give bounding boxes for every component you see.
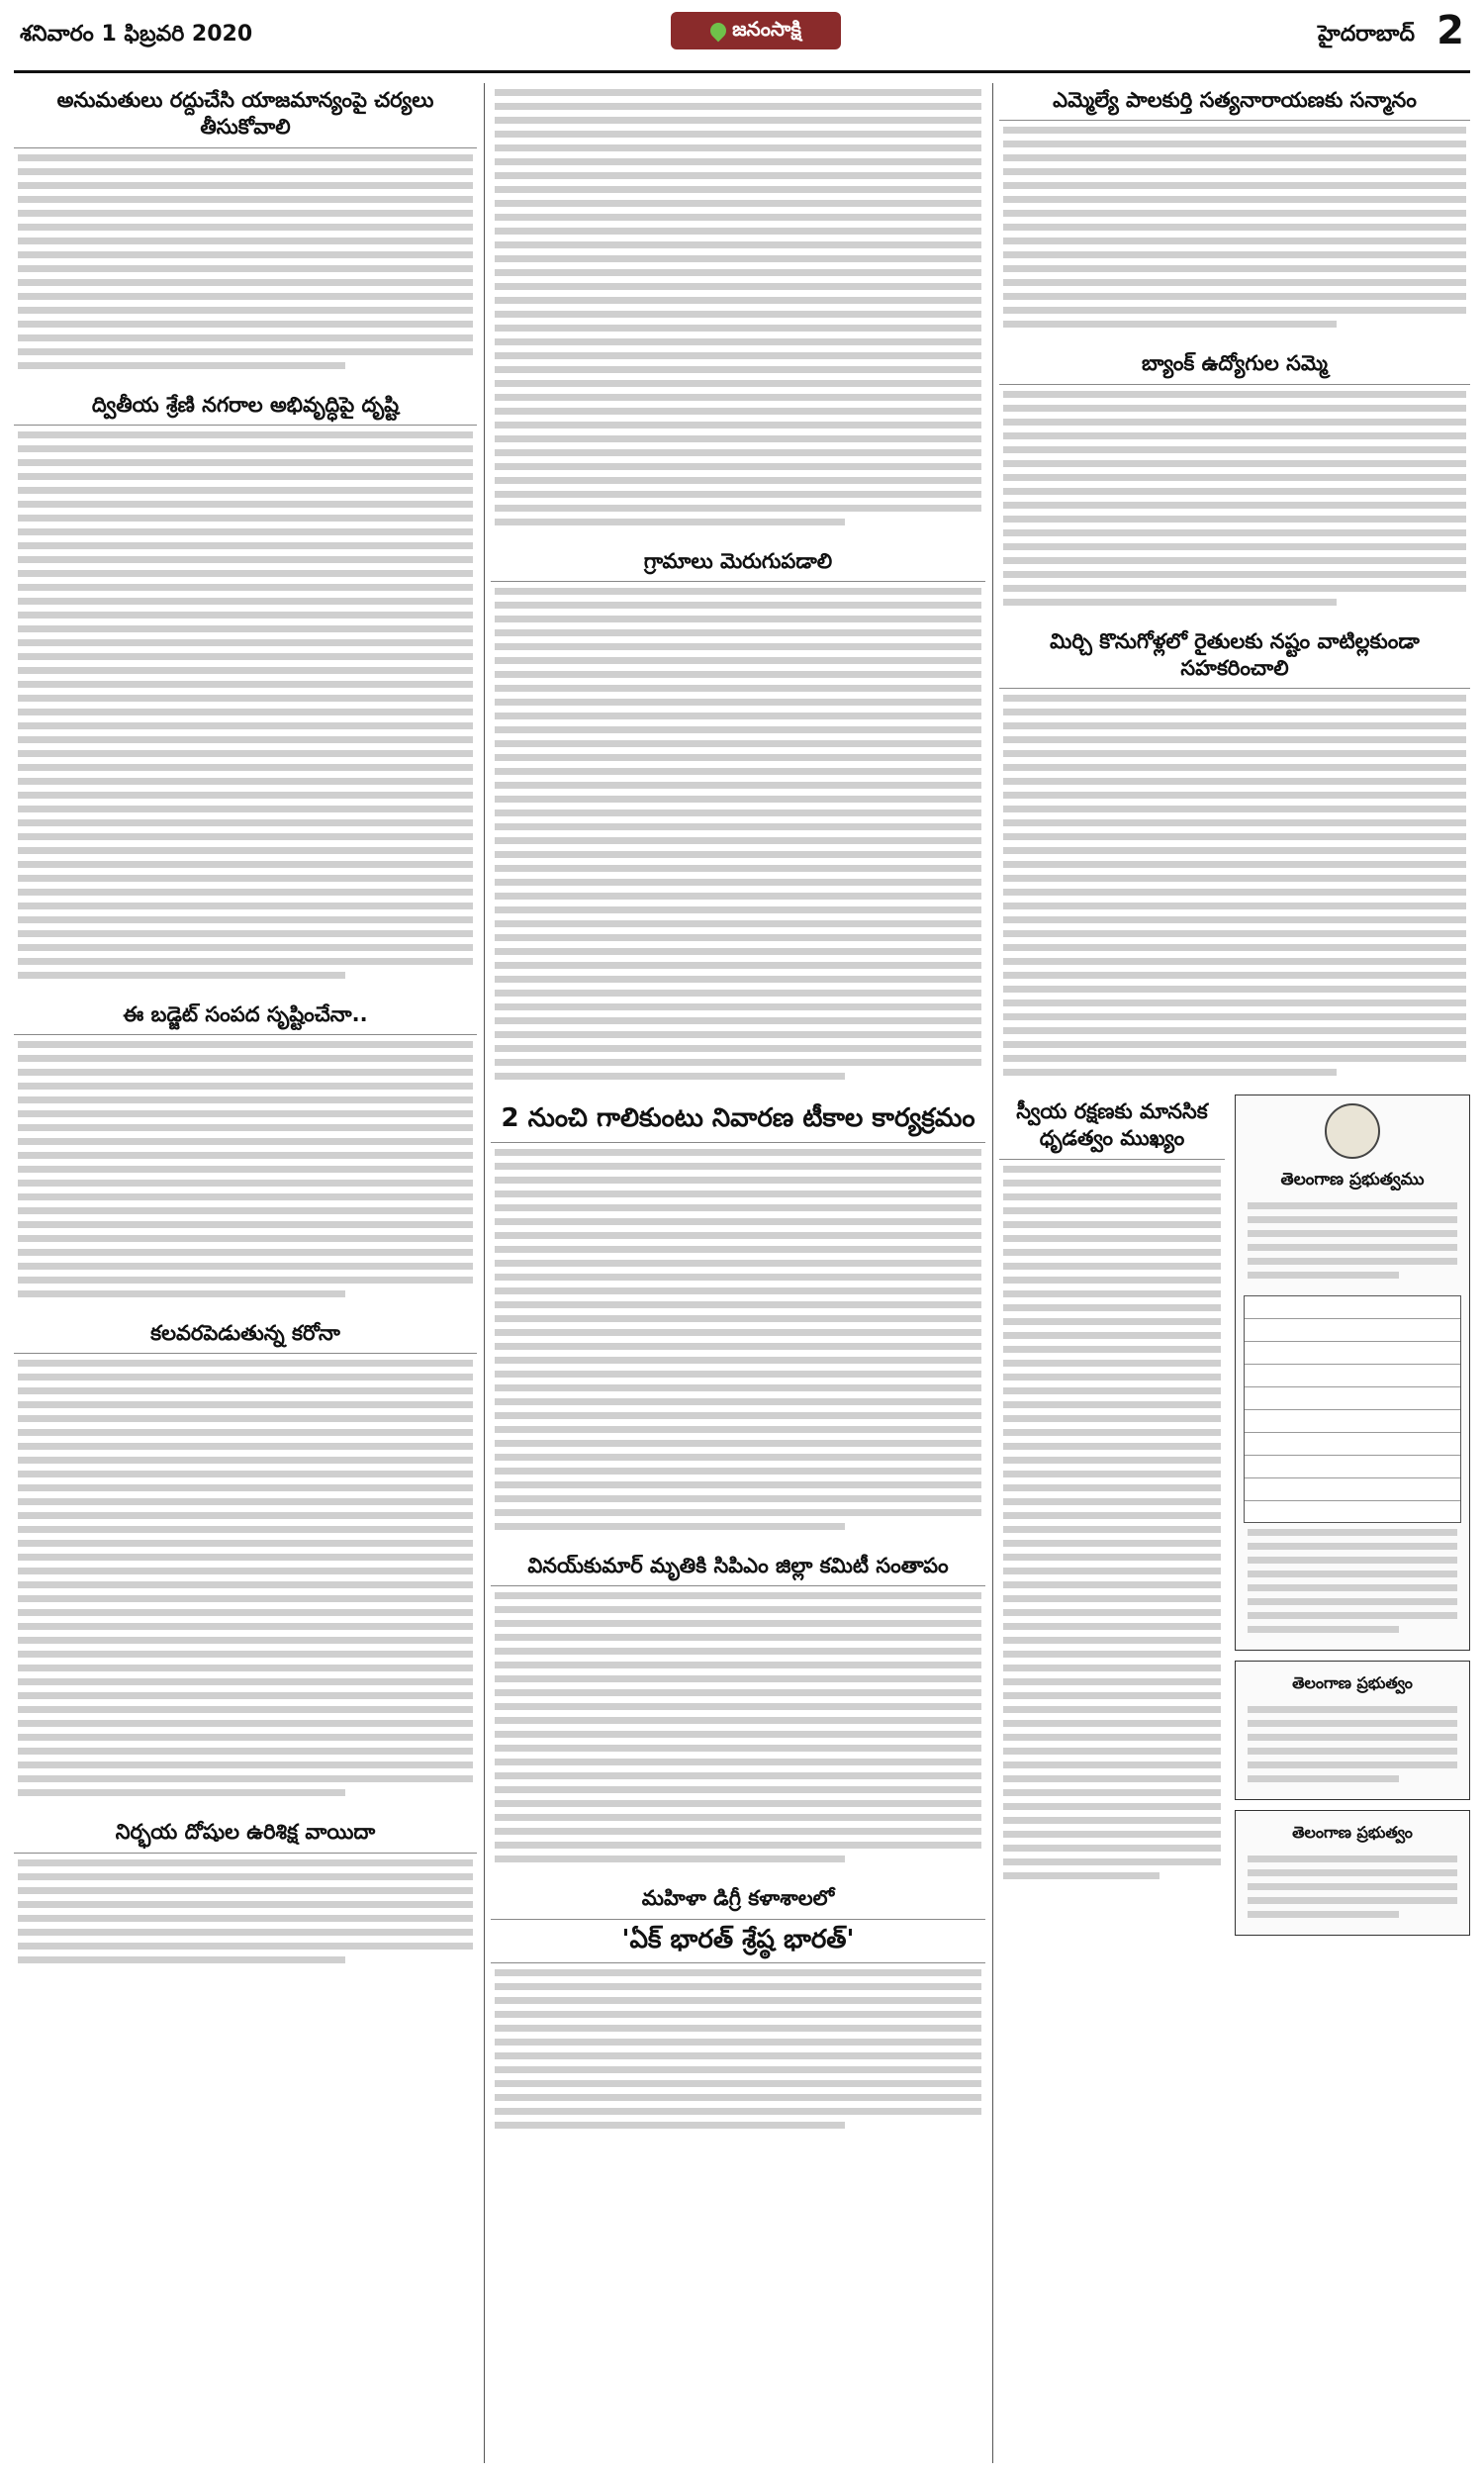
article-body [999,689,1470,1085]
article-headline: ఎమ్మెల్యే పాలకుర్తి సత్యనారాయణకు సన్మానం [999,83,1470,121]
masthead [14,0,1470,73]
article-subheadline: 'ఏక్ భారత్ శ్రేష్ఠ భారత్' [491,1920,985,1964]
article-body [999,1160,1225,1888]
notice-title: తెలంగాణ ప్రభుత్వం [1292,1673,1413,1693]
article [14,388,477,988]
notice-body [1244,1196,1461,1287]
article-headline: నిర్భయ దోషుల ఉరిశిక్ష వాయిదా [14,1815,477,1853]
article-headline: అనుమతులు రద్దుచేసి యాజమాన్యంపై చర్యలు తీసుకోవాలి [14,83,477,148]
article-body [491,582,985,1089]
notice-body [1244,1850,1461,1927]
column-divider [992,83,993,2463]
article-body [491,1586,985,1871]
brand-logo [671,12,841,49]
article-body [999,121,1470,336]
article-body [14,1035,477,1306]
article [14,998,477,1306]
article [491,544,985,1089]
state-emblem-icon [1325,1103,1380,1159]
notice-body [1244,1700,1461,1791]
article-headline: గ్రామాలు మెరుగుపడాలి [491,544,985,582]
column-center [491,83,985,2463]
column-right [999,83,1470,2463]
leaf-icon [707,20,730,43]
article-body [14,1354,477,1805]
article-headline: ద్వితీయ శ్రేణి నగరాల అభివృద్ధిపై దృష్టి [14,388,477,426]
edition-city: హైదరాబాద్ [1318,22,1415,47]
article-body [14,426,477,988]
government-notice [1235,1661,1470,1800]
notice-table [1244,1295,1461,1523]
article-body [491,83,985,534]
lower-right-block [999,1095,1470,1946]
issue-date: శనివారం 1 ఫిబ్రవరి 2020 [20,22,253,47]
article [491,1098,985,1539]
government-notice [1235,1095,1470,1651]
article-headline: స్వీయ రక్షణకు మానసిక ధృడత్వం ముఖ్యం [999,1095,1225,1160]
brand-name: జనంసాక్షి [732,16,801,41]
article-body [14,1854,477,1972]
article-headline: కలవరపెడుతున్న కరోనా [14,1316,477,1354]
article-body [14,148,477,378]
article [491,1549,985,1871]
article-headline: మిర్చి కొనుగోళ్లలో రైతులకు నష్టం వాటిల్లకుండా సహకరించాలి [999,624,1470,690]
notice-title: తెలంగాణ ప్రభుత్వం [1292,1823,1413,1843]
article [14,1815,477,1971]
article-headline: వినయ్‌కుమార్ మృతికి సిపిఎం జిల్లా కమిటీ సంతాపం [491,1549,985,1586]
article-headline: ఈ బడ్జెట్ సంపద సృష్టించేనా.. [14,998,477,1035]
article [14,83,477,378]
article-body [999,385,1470,615]
column-divider [484,83,485,2463]
article-headline: 2 నుంచి గాలికుంటు నివారణ టీకాల కార్యక్రమం [491,1098,985,1143]
article-headline: మహిళా డిగ్రీ కళాశాలలో [491,1881,985,1919]
article-headline: బ్యాంక్ ఉద్యోగుల సమ్మె [999,346,1470,384]
article-body [491,1143,985,1539]
article [14,1316,477,1805]
article [999,83,1470,336]
article [999,1095,1225,1946]
article [999,346,1470,614]
article-body [491,1963,985,2138]
government-notice [1235,1810,1470,1936]
article [491,83,985,534]
article [491,1881,985,2138]
column-left [14,83,477,2463]
notice-body [1244,1523,1461,1642]
article [999,624,1470,1086]
government-ads [1235,1095,1470,1946]
notice-title: తెలంగాణ ప్రభుత్వము [1280,1170,1425,1190]
page-number: 2 [1437,8,1464,53]
